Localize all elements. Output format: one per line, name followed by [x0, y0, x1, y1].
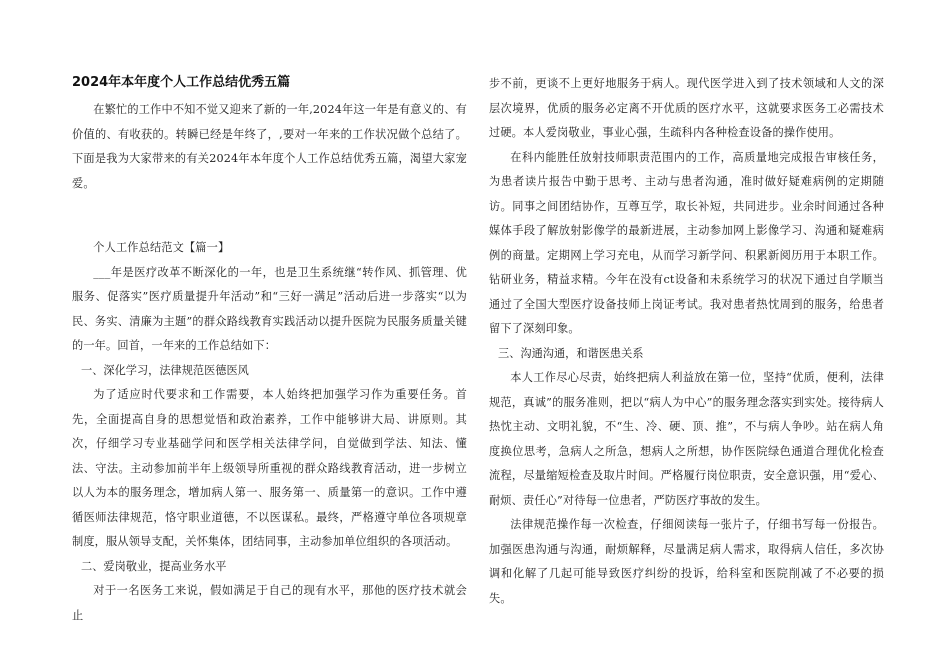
section-heading: 二、爱岗敬业，提高业务水平	[81, 559, 227, 573]
right-column	[489, 72, 884, 611]
paragraph: 本人工作尽心尽责，始终把病人利益放在第一位，坚持“优质，便利，法律规范，真诚”的服务准则，把以“病人为中心”的服务理念落实到实处。接待病人热忱主动、文明礼貌，不“生、冷、硬、顶、推”，不与病人争吵。站在病人角度换位思考，急病人之所急，想病人之所想，协作医院绿色通道合理优化检查流程，尽量缩短检查及取片时间。严格履行岗位职责，安全意识强，用“爱心、耐烦、责任心”对待每一位患者，严防医疗事故的发生。	[489, 371, 884, 507]
paragraph: 法律规范操作每一次检查，仔细阅读每一张片子，仔细书写每一份报告。加强医患沟通与沟通，耐烦解释，尽量满足病人需求，取得病人信任，多次协调和化解了几起可能导致医疗纠纷的投诉，给科室和医院削减了不必要的损失。	[489, 518, 884, 605]
left-column	[72, 72, 467, 628]
section-title: 个人工作总结范文【篇一】	[93, 241, 230, 254]
paragraph: 对于一名医务工来说，假如满足于自己的现有水平，那他的医疗技术就会止	[72, 584, 467, 622]
document-title: 2024年本年度个人工作总结优秀五篇	[72, 75, 291, 90]
paragraph: 步不前，更谈不上更好地服务于病人。现代医学进入到了技术领域和人文的深层次境界，优质的服务必定离不开优质的医疗水平，这就要求医务工必需技术过硬。本人爱岗敬业，事业心强，生疏科内各种检查设备的操作使用。	[489, 77, 884, 139]
spacer	[72, 196, 467, 236]
section-heading: 一、深化学习，法律规范医德医风	[81, 363, 249, 377]
paragraph: 在科内能胜任放射技师职责范围内的工作，高质量地完成报告审核任务，为患者读片报告中勤于思考、主动与患者沟通，准时做好疑难病例的定期随访。同事之间团结协作，互尊互学，取长补短，共同进步。业余时间通过各种媒体手段了解放射影像学的最新进展，主动参加网上影像学习、沟通和疑难病例的商量。定期网上学习充电，从而学习新学问、积累新阅历用于本职工作。钻研业务，精益求精。今年在没有ct设备和未系统学习的状况下通过自学顺当通过了全国大型医疗设备技师上岗证考试。我对患者热忱周到的服务，给患者留下了深刻印象。	[489, 150, 884, 335]
intro-paragraph: 在繁忙的工作中不知不觉又迎来了新的一年,2024年这一年是有意义的、有价值的、有收获的。转瞬已经是年终了，,要对一年来的工作状况做个总结了。下面是我为大家带来的有关2024年本年度个人工作总结优秀五篇，渴望大家宠爱。	[72, 103, 467, 190]
section-heading: 三、沟通沟通，和谐医患关系	[498, 346, 644, 360]
paragraph: 为了适应时代要求和工作需要，本人始终把加强学习作为重要任务。首先，全面提高自身的思想觉悟和政治素养，工作中能够讲大局、讲原则。其次，仔细学习专业基础学问和医学相关法律学问，自觉做到学法、知法、懂法、守法。主动参加前半年上级领导所重视的群众路线教育活动，进一步树立以人为本的服务理念，增加病人第一、服务第一、质量第一的意识。工作中遵循医师法律规范，恪守职业道德，不以医谋私。最终，严格遵守单位各项规章制度，服从领导支配，关怀集体，团结同事，主动参加单位组织的各项活动。	[72, 388, 467, 548]
paragraph: ___年是医疗改革不断深化的一年，也是卫生系统继“转作风、抓管理、优服务、促落实”医疗质量提升年活动”和“三好一满足”活动后进一步落实“以为民、务实、清廉为主题”的群众路线教育实践活动以提升医院为民服务质量关键的一年。回首，一年来的工作总结如下：	[72, 265, 467, 352]
